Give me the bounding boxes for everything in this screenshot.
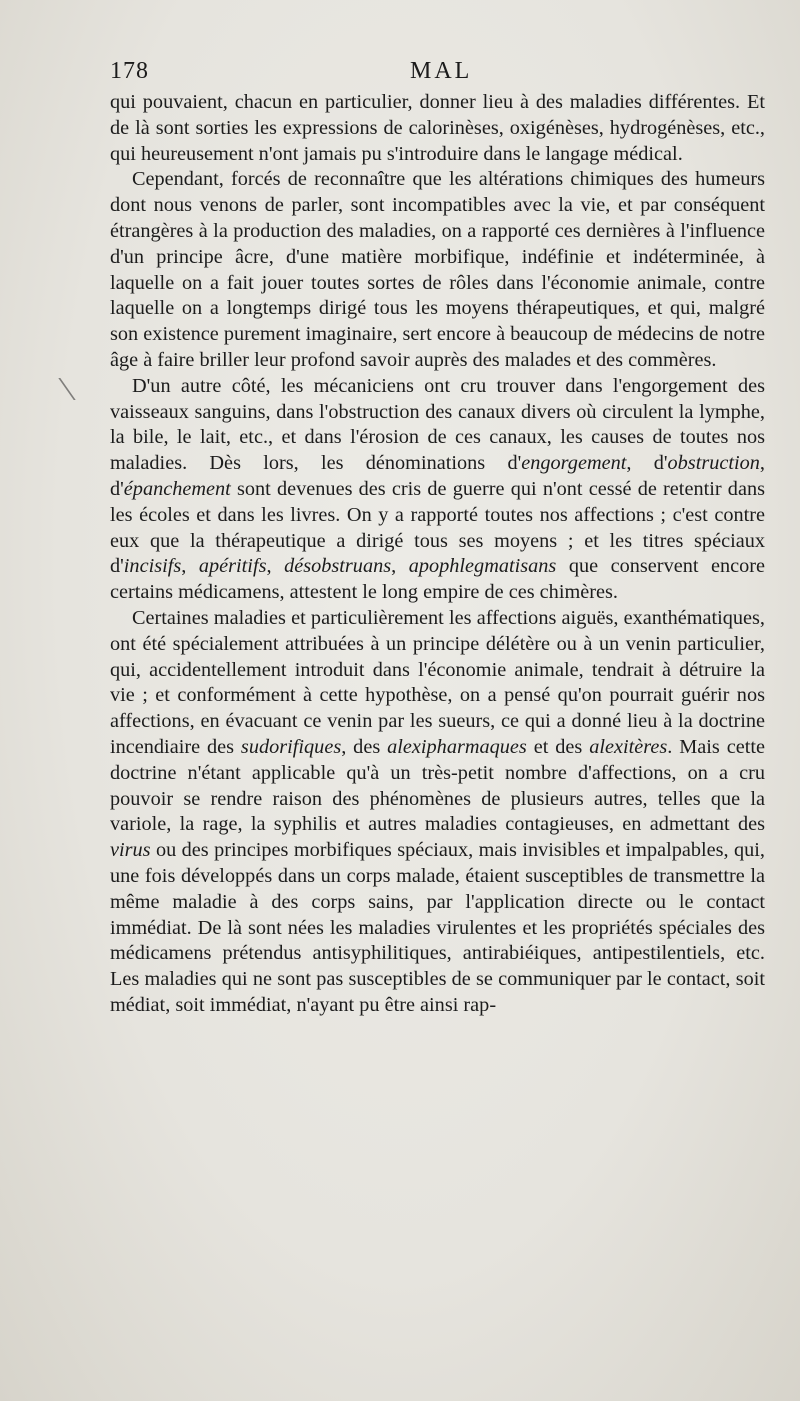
italic-term: apéritifs — [198, 555, 267, 578]
text-run: D'un autre côté, les mécaniciens ont cru trouver dans l'engorgement des vaisseaux sanguins, dans l'obstruction des canaux divers où circulent la lymphe, la bile, le lait, etc., et dans l'érosion de ces canaux, les causes de toutes nos maladies. Dès lors, les dénominations d' — [110, 374, 765, 475]
text-run: , d' — [626, 452, 668, 475]
page-header — [110, 58, 770, 92]
text-run: , — [181, 555, 199, 578]
italic-term: alexitères — [589, 735, 668, 758]
page-number: 178 — [110, 58, 149, 84]
italic-term: épanchement — [123, 477, 231, 500]
text-run: sont devenues des cris de guerre qui n'ont cessé de retentir dans les écoles et dans les livres. On y a rapporté toutes nos affections ; c'est contre eux que la thérapeutique a dirigé tous ses moyens ; et les titres spéciaux d' — [110, 477, 765, 578]
italic-term: sudorifiques — [240, 735, 342, 758]
paragraph — [110, 374, 765, 606]
text-run: , — [391, 555, 409, 578]
text-run: ou des principes morbifiques spéciaux, mais invisibles et impalpables, qui, une fois développés dans un corps malade, étaient susceptibles de transmettre la même maladie à des corps sains, par l'application directe ou le contact immédiat. De là sont nées les maladies virulentes et les propriétés spéciales des médicamens prétendus antisyphilitiques, antirabiéiques, antipestilentiels, etc. Les maladies qui ne sont pas susceptibles de se communiquer par le contact, soit médiat, soit immédiat, n'ayant pu être ainsi rap- — [110, 839, 765, 1016]
italic-term: engorgement — [521, 452, 627, 475]
italic-term: apophlegmatisans — [408, 555, 557, 578]
text-run: et des — [526, 735, 590, 758]
margin-pen-mark — [58, 378, 89, 400]
italic-term: alexipharmaques — [387, 735, 527, 758]
text-run: , des — [341, 735, 388, 758]
italic-term: incisifs — [123, 555, 182, 578]
paragraph — [110, 167, 765, 373]
text-run: . Mais cette doctrine n'étant applicable qu'à un très-petit nombre d'affections, on a cru pouvoir se rendre raison des phénomènes de plusieurs autres, telles que la variole, la rage, la syphilis et autres maladies contagieuses, en admettant des — [110, 735, 765, 836]
italic-term: désobstruans — [284, 555, 392, 578]
italic-term: obstruction — [667, 452, 760, 475]
text-run: qui pouvaient, chacun en particulier, donner lieu à des maladies différentes. Et de là sont sorties les expressions de calorinèses, oxigénèses, hydrogénèses, etc., qui heureusement n'ont jamais pu s'introduire dans le langage médical. — [110, 91, 765, 165]
italic-term: virus — [110, 839, 151, 862]
running-head: MAL — [410, 58, 473, 84]
text-run: Cependant, forcés de reconnaître que les altérations chimiques des humeurs dont nous venons de parler, sont incompatibles avec la vie, et par conséquent étrangères à la production des maladies, on a rapporté ces dernières à l'influence d'un principe âcre, d'une matière morbifique, indéfinie et indéterminée, à laquelle on a fait jouer toutes sortes de rôles dans l'économie animale, contre laquelle on a longtemps dirigé tous les moyens thérapeutiques, et qui, malgré son existence purement imaginaire, sert encore à beaucoup de médecins de notre âge à faire briller leur profond savoir auprès des malades et des commères. — [110, 168, 765, 371]
text-run: que conservent encore certains médicamens, attestent le long empire de ces chimères. — [110, 555, 766, 604]
text-run: , — [266, 555, 285, 578]
paragraph — [110, 90, 765, 167]
text-run: , d' — [110, 452, 765, 500]
body-text — [110, 90, 765, 1019]
paragraph — [110, 606, 765, 1019]
text-run: Certaines maladies et particulièrement les affections aiguës, exanthématiques, ont été spécialement attribuées à un principe délétère ou à un venin particulier, qui, accidentellement introduit dans l'économie animale, tendrait à détruire la vie ; et conformément à cette hypothèse, on a pensé qu'on pourrait guérir nos affections, en évacuant ce venin par les sueurs, ce qui a donné lieu à la doctrine incendiaire des — [110, 606, 765, 758]
